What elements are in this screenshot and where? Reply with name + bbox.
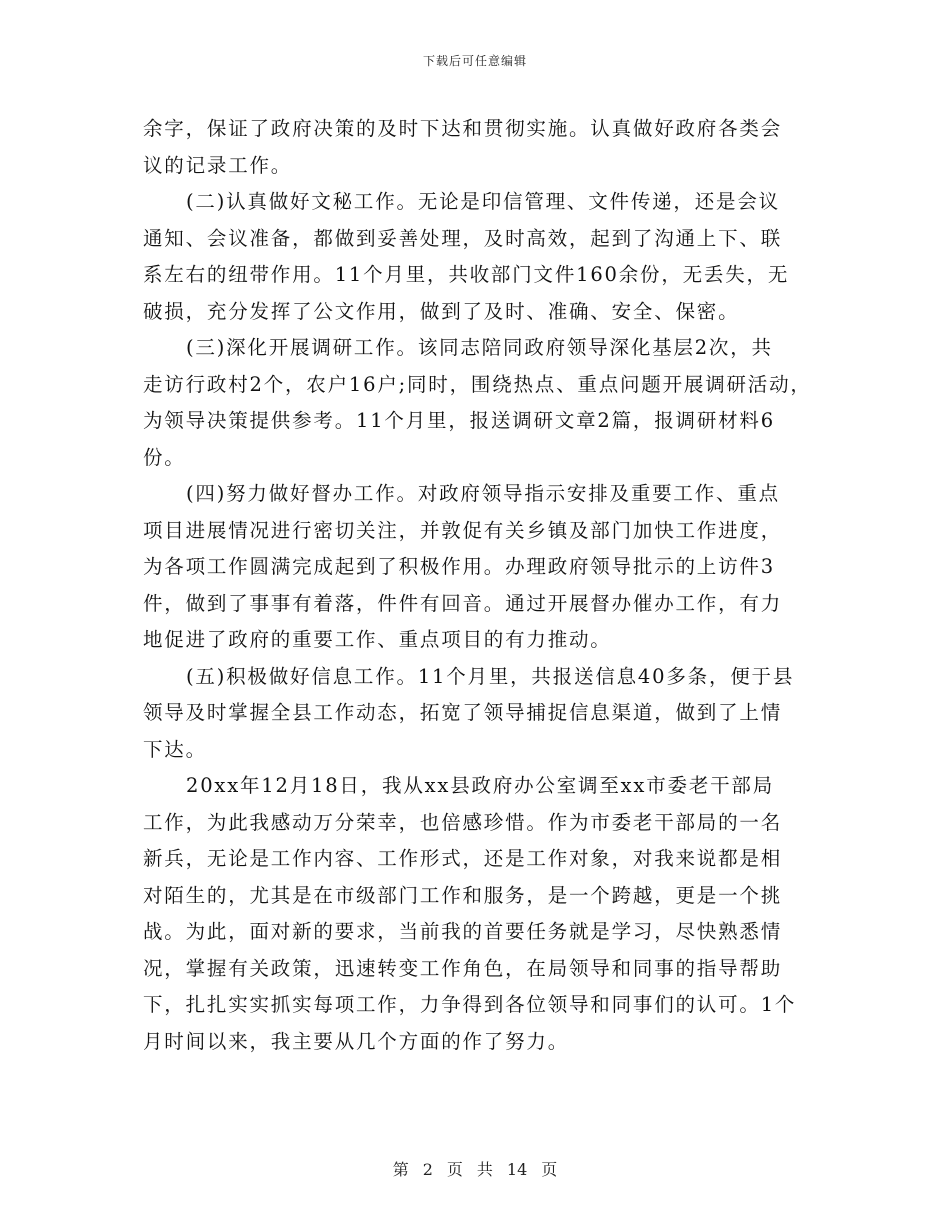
text-line: 份。 bbox=[143, 445, 186, 469]
text-line: 下达。 bbox=[143, 737, 207, 761]
text-line: 下，扎扎实实抓实每项工作，力争得到各位领导和同事们的认可。1个 bbox=[143, 993, 797, 1016]
text-line: 为各项工作圆满完成起到了积极作用。办理政府领导批示的上访件3 bbox=[143, 555, 775, 578]
page-footer bbox=[0, 1157, 950, 1180]
text-line: 地促进了政府的重要工作、重点项目的有力推动。 bbox=[143, 628, 612, 651]
text-line: 系左右的纽带作用。11个月里，共收部门文件160余份，无丢失，无 bbox=[143, 263, 790, 286]
paragraph-start-line: (三)深化开展调研工作。该同志陪同政府领导深化基层2次，共 bbox=[186, 336, 773, 359]
footer-page-label: 第 bbox=[392, 1160, 409, 1179]
text-line: 破损，充分发挥了公文作用，做到了及时、准确、安全、保密。 bbox=[143, 299, 740, 323]
text-line: 项目进展情况进行密切关注，并敦促有关乡镇及部门加快工作进度， bbox=[143, 518, 783, 542]
footer-total-pages: 14 bbox=[506, 1160, 528, 1179]
text-line: 通知、会议准备，都做到妥善处理，及时高效，起到了沟通上下、联 bbox=[143, 226, 783, 250]
paragraph-start-line: (四)努力做好督办工作。对政府领导指示安排及重要工作、重点 bbox=[186, 482, 780, 505]
footer-page-mid: 页 bbox=[446, 1160, 463, 1179]
header-text: 下载后可任意编辑 bbox=[422, 54, 527, 68]
page-header bbox=[0, 52, 950, 69]
text-line: 工作，为此我感动万分荣幸，也倍感珍惜。作为市委老干部局的一名 bbox=[143, 810, 783, 834]
text-line: 领导及时掌握全县工作动态，拓宽了领导捕捉信息渠道，做到了上情 bbox=[143, 701, 783, 724]
text-line: 战。为此，面对新的要求，当前我的首要任务就是学习，尽快熟悉情 bbox=[143, 920, 783, 943]
text-line: 新兵，无论是工作内容、工作形式，还是工作对象，对我来说都是相 bbox=[143, 847, 783, 870]
paragraph-start-line: 20xx年12月18日，我从xx县政府办公室调至xx市委老干部局 bbox=[186, 774, 775, 797]
text-line: 为领导决策提供参考。11个月里，报送调研文章2篇，报调研材料6 bbox=[143, 409, 775, 432]
text-line: 对陌生的，尤其是在市级部门工作和服务，是一个跨越，更是一个挑 bbox=[143, 883, 783, 907]
paragraph-start-line: (五)积极做好信息工作。11个月里，共报送信息40多条，便于县 bbox=[186, 664, 795, 688]
text-line: 况，掌握有关政策，迅速转变工作角色，在局领导和同事的指导帮助 bbox=[143, 956, 783, 980]
text-line: 件，做到了事事有着落，件件有回音。通过开展督办催办工作，有力 bbox=[143, 591, 783, 615]
footer-current-page: 2 bbox=[422, 1160, 433, 1179]
footer-total-label: 共 bbox=[476, 1160, 493, 1179]
text-line: 议的记录工作。 bbox=[143, 153, 293, 177]
text-line: 月时间以来，我主要从几个方面的作了努力。 bbox=[143, 1029, 570, 1053]
document-body bbox=[143, 111, 812, 1060]
paragraph-start-line: (二)认真做好文秘工作。无论是印信管理、文件传递，还是会议 bbox=[186, 190, 780, 213]
footer-page-end: 页 bbox=[541, 1160, 558, 1179]
text-line: 余字，保证了政府决策的及时下达和贯彻实施。认真做好政府各类会 bbox=[143, 117, 783, 140]
text-line: 走访行政村2个，农户16户;同时，围绕热点、重点问题开展调研活动， bbox=[143, 372, 812, 396]
